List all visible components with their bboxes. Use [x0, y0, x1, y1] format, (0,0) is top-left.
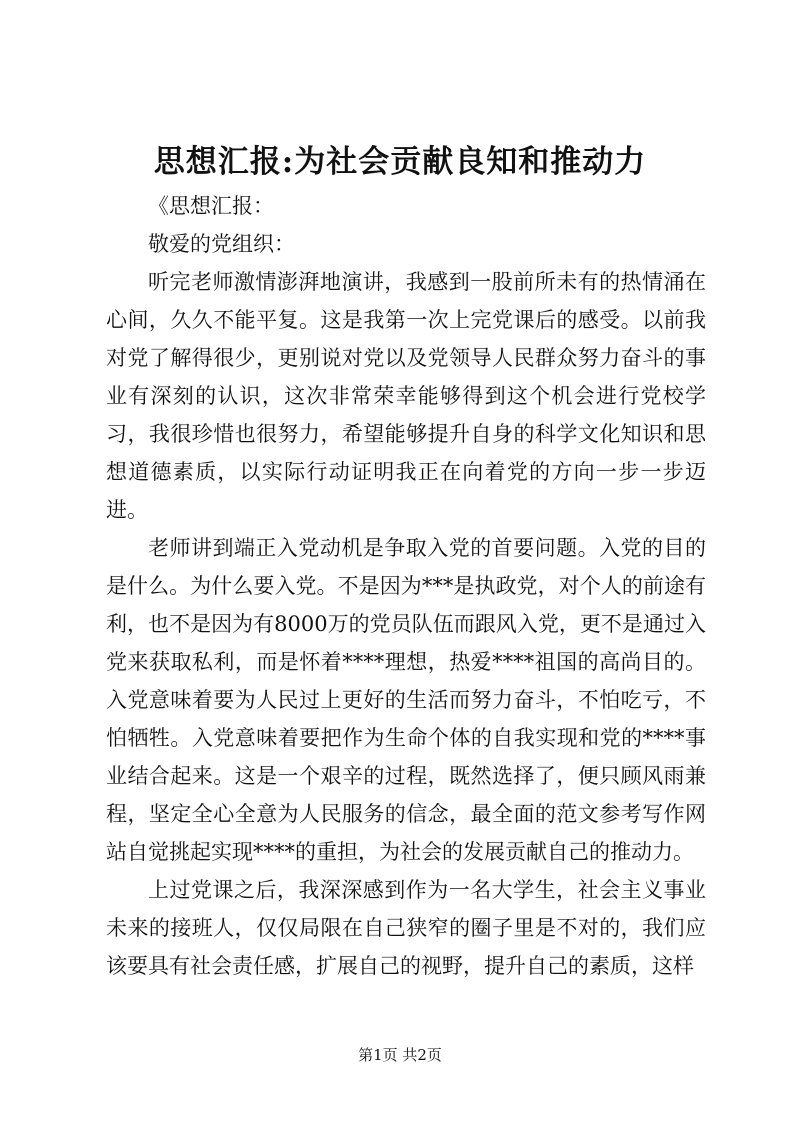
document-title: 思想汇报:为社会贡献良知和推动力: [153, 144, 647, 180]
paragraph-2: 老师讲到端正入党动机是争取入党的首要问题。入党的目的是什么。为什么要入党。不是因为***是执政党，对个人的前途有利，也不是因为有8000万的党员队伍而跟风入党，更不是通过入党来获取私利，而是怀着****理想，热爱****祖国的高尚目的。入党意味着要为人民过上更好的生活而努力奋斗，不怕吃亏，不怕牺牲。入党意味着要把作为生命个体的自我实现和党的****事业结合起来。这是一个艰辛的过程，既然选择了，便只顾风雨兼程，坚定全心全意为人民服务的信念，最全面的范文参考写作网站自觉挑起实现****的重担，为社会的发展贡献自己的推动力。: [106, 536, 706, 864]
paragraph-3: 上过党课之后，我深深感到作为一名大学生，社会主义事业未来的接班人，仅仅局限在自己狭窄的圈子里是不对的，我们应该要具有社会责任感，扩展自己的视野，提升自己的素质，这样: [106, 878, 706, 978]
page-number-footer: 第1页 共2页: [358, 1046, 442, 1064]
salutation-heading: 《思想汇报：: [148, 194, 274, 218]
document-body: [106, 187, 706, 985]
paragraph-1: 听完老师激情澎湃地演讲，我感到一股前所未有的热情涌在心间，久久不能平复。这是我第一次上完党课后的感受。以前我对党了解得很少，更别说对党以及党领导人民群众努力奋斗的事业有深刻的认识，这次非常荣幸能够得到这个机会进行党校学习，我很珍惜也很努力，希望能够提升自身的科学文化知识和思想道德素质，以实际行动证明我正在向着党的方向一步一步迈进。: [106, 270, 706, 522]
salutation-line: 敬爱的党组织：: [148, 232, 295, 256]
